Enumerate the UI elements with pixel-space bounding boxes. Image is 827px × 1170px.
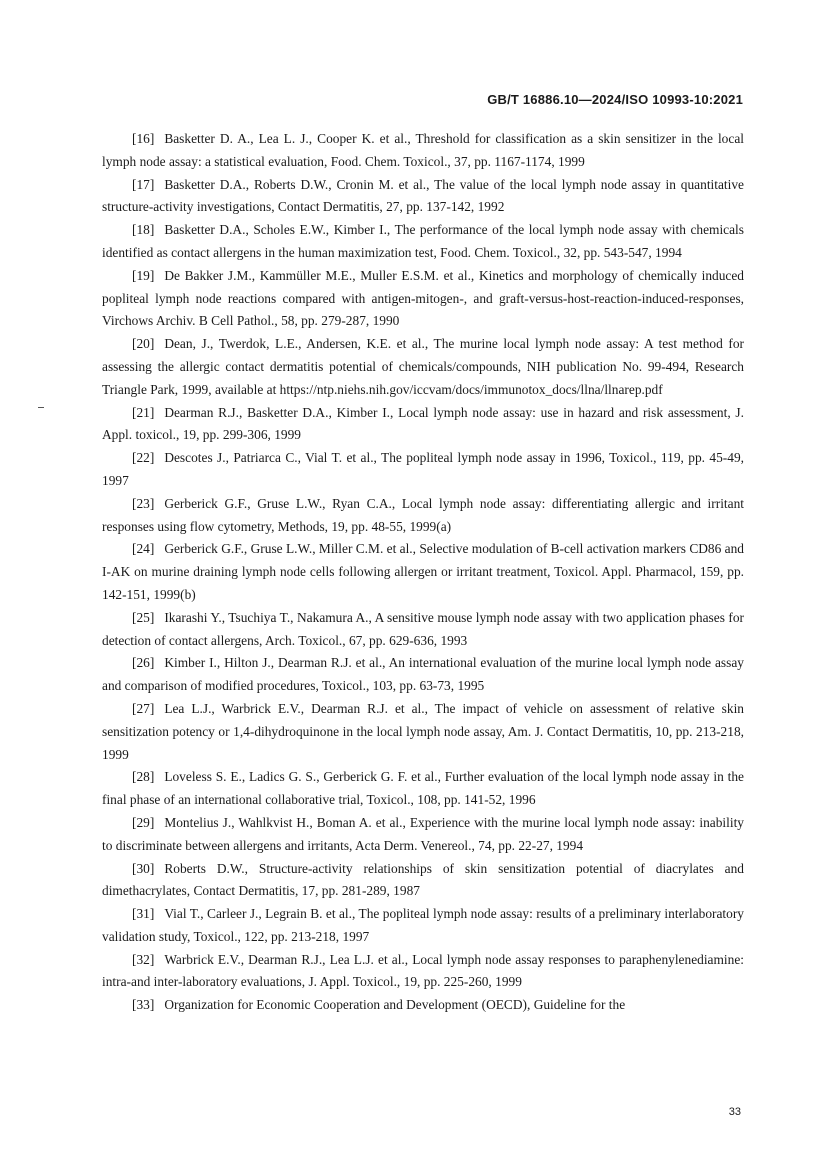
- reference-text: Dearman R.J., Basketter D.A., Kimber I., Local lymph node assay: use in hazard and risk assessment, J. Appl. toxicol., 19, pp. 299-306, 1999: [102, 404, 744, 443]
- reference-number: [16]: [132, 131, 155, 146]
- reference-number: [17]: [132, 176, 155, 192]
- reference-item: [102, 174, 744, 220]
- reference-number: [26]: [132, 655, 155, 671]
- reference-text: Lea L.J., Warbrick E.V., Dearman R.J. et al., The impact of vehicle on assessment of relative skin sensitization potency or 1,4-dihydroquinone in the local lymph node assay, Am. J. Contact Dermatitis, 10, pp. 213-218, 1999: [102, 700, 744, 762]
- reference-item: [102, 652, 744, 698]
- reference-item: [102, 219, 744, 265]
- reference-text: Basketter D.A., Roberts D.W., Cronin M. et al., The value of the local lymph node assay in quantitative structure-activity investigations, Contact Dermatitis, 27, pp. 137-142, 1992: [102, 176, 744, 215]
- reference-number: [21]: [132, 404, 155, 420]
- reference-item: [102, 812, 744, 858]
- reference-text: Basketter D. A., Lea L. J., Cooper K. et al., Threshold for classification as a skin sensitizer in the local lymph node assay: a statistical evaluation, Food. Chem. Toxicol., 37, pp. 1167-1174, 1999: [102, 131, 744, 169]
- reference-number: [22]: [132, 450, 155, 466]
- reference-number: [31]: [132, 906, 155, 922]
- reference-number: [30]: [132, 860, 155, 876]
- reference-text: Gerberick G.F., Gruse L.W., Miller C.M. et al., Selective modulation of B-cell activation markers CD86 and I-AK on murine draining lymph node cells following allergen or irritant treatment, Toxicol. Appl. Pharmacol, 159, pp. 142-151, 1999(b): [102, 541, 744, 602]
- reference-text: Loveless S. E., Ladics G. S., Gerberick G. F. et al., Further evaluation of the local lymph node assay in the final phase of an international collaborative trial, Toxicol., 108, pp. 141-52, 1996: [102, 769, 744, 808]
- reference-text: Kimber I., Hilton J., Dearman R.J. et al., An international evaluation of the murine local lymph node assay and comparison of modified procedures, Toxicol., 103, pp. 63-73, 1995: [102, 655, 744, 694]
- reference-item: [102, 607, 744, 653]
- reference-list: [102, 128, 744, 1017]
- reference-item: [102, 994, 744, 1017]
- reference-text: Basketter D.A., Scholes E.W., Kimber I., The performance of the local lymph node assay with chemicals identified as contact allergens in the human maximization test, Food. Chem. Toxicol., 32, pp. 543-547, 1994: [102, 222, 744, 260]
- reference-item: [102, 766, 744, 812]
- reference-text: Roberts D.W., Structure-activity relationships of skin sensitization potential of diacrylates and dimethacrylates, Contact Dermatitis, 17, pp. 281-289, 1987: [102, 860, 744, 899]
- reference-number: [32]: [132, 951, 155, 967]
- standard-code-header: GB/T 16886.10—2024/ISO 10993-10:2021: [487, 92, 743, 107]
- reference-text: De Bakker J.M., Kammüller M.E., Muller E.S.M. et al., Kinetics and morphology of chemically induced popliteal lymph node reactions compared with antigen-mitogen-, and graft-versus-host-reaction-induced-responses, Virchows Archiv. B Cell Pathol., 58, pp. 279-287, 1990: [102, 267, 744, 329]
- reference-item: [102, 949, 744, 995]
- reference-item: [102, 333, 744, 401]
- reference-text: Gerberick G.F., Gruse L.W., Ryan C.A., Local lymph node assay: differentiating allergic and irritant responses using flow cytometry, Methods, 19, pp. 48-55, 1999(a): [102, 495, 744, 534]
- reference-item: [102, 903, 744, 949]
- reference-text: Descotes J., Patriarca C., Vial T. et al., The popliteal lymph node assay in 1996, Toxicol., 119, pp. 45-49, 1997: [102, 450, 744, 488]
- reference-item: [102, 402, 744, 448]
- reference-item: [102, 698, 744, 766]
- reference-item: [102, 493, 744, 539]
- reference-item: [102, 538, 744, 606]
- reference-number: [25]: [132, 609, 155, 625]
- reference-number: [24]: [132, 541, 155, 557]
- page-number: 33: [728, 1106, 741, 1118]
- reference-text: Vial T., Carleer J., Legrain B. et al., The popliteal lymph node assay: results of a preliminary interlaboratory validation study, Toxicol., 122, pp. 213-218, 1997: [102, 906, 744, 944]
- reference-number: [18]: [132, 222, 155, 238]
- reference-number: [29]: [132, 814, 155, 830]
- margin-mark: [38, 407, 44, 408]
- reference-text: Warbrick E.V., Dearman R.J., Lea L.J. et al., Local lymph node assay responses to paraphenylenediamine: intra-and inter-laboratory evaluations, J. Appl. Toxicol., 19, pp. 225-260, 1999: [102, 951, 744, 990]
- reference-text: Ikarashi Y., Tsuchiya T., Nakamura A., A sensitive mouse lymph node assay with two application phases for detection of contact allergens, Arch. Toxicol., 67, pp. 629-636, 1993: [102, 609, 744, 648]
- reference-number: [19]: [132, 267, 155, 283]
- reference-number: [28]: [132, 769, 155, 785]
- reference-number: [27]: [132, 700, 155, 716]
- reference-item: [102, 447, 744, 493]
- reference-number: [23]: [132, 495, 155, 511]
- reference-item: [102, 265, 744, 333]
- reference-text: Dean, J., Twerdok, L.E., Andersen, K.E. et al., The murine local lymph node assay: A test method for assessing the allergic contact dermatitis potential of chemicals/compounds, NIH publication No. 99-494, Research Triangle Park, 1999, available at https://ntp.niehs.nih.gov/iccvam/docs/immunotox_docs/llna/llnarep.pdf: [102, 336, 744, 397]
- reference-number: [33]: [132, 997, 155, 1013]
- reference-text: Organization for Economic Cooperation and Development (OECD), Guideline for the: [164, 997, 626, 1013]
- reference-item: [102, 128, 744, 174]
- reference-number: [20]: [132, 336, 155, 352]
- reference-item: [102, 858, 744, 904]
- reference-text: Montelius J., Wahlkvist H., Boman A. et al., Experience with the murine local lymph node assay: inability to discriminate between allergens and irritants, Acta Derm. Venereol., 74, pp. 22-27, 1994: [102, 814, 744, 853]
